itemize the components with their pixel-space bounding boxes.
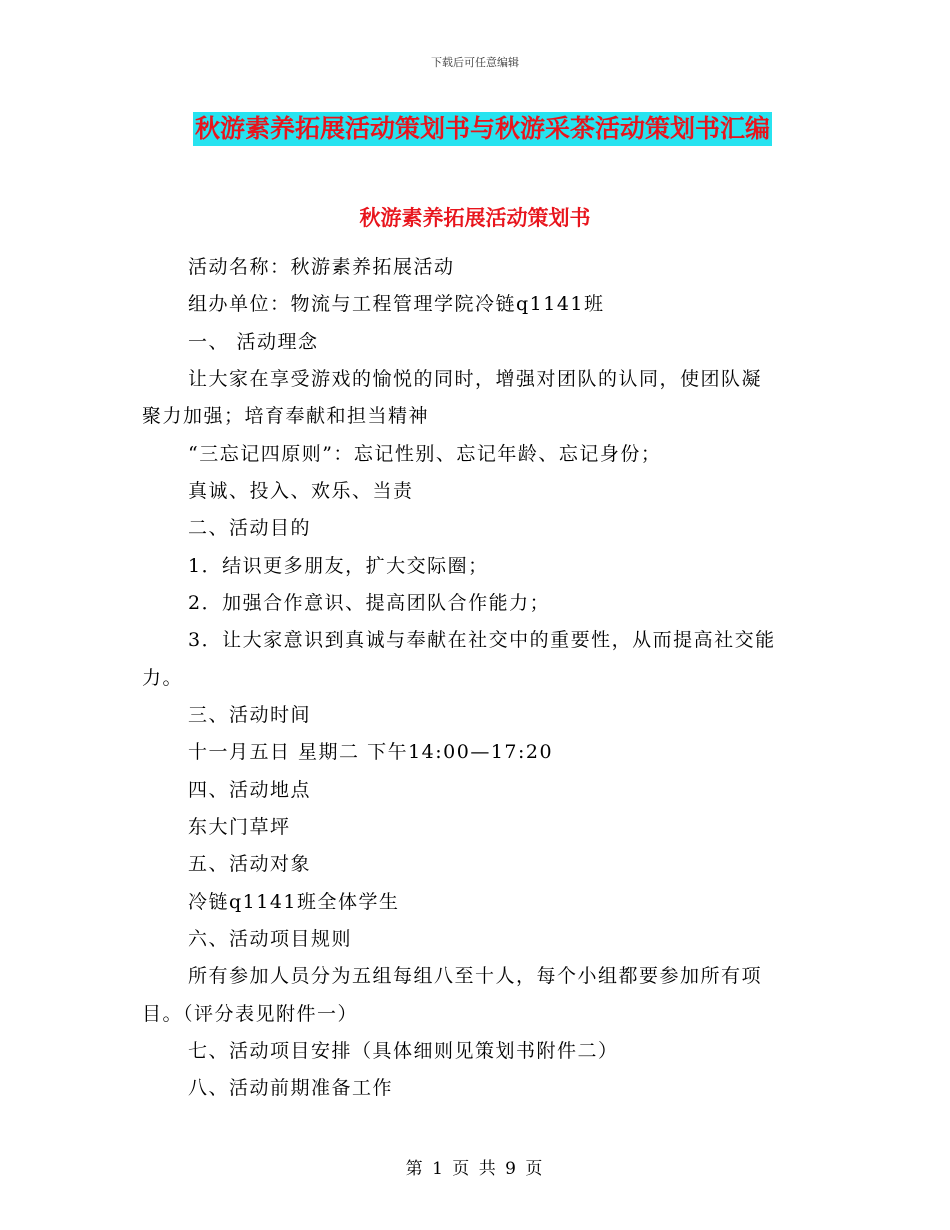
body-line: 组办单位：物流与工程管理学院冷链q1141班 xyxy=(188,293,605,315)
body-line: 真诚、投入、欢乐、当责 xyxy=(188,480,414,502)
page-footer: 第 1 页 共 9 页 xyxy=(405,1159,545,1179)
header-note: 下载后可任意编辑 xyxy=(431,56,519,69)
body-line: 二、活动目的 xyxy=(188,517,312,539)
body-line: 聚力加强；培育奉献和担当精神 xyxy=(142,405,430,427)
body-line: 力。 xyxy=(142,667,184,689)
body-line: 七、活动项目安排（具体细则见策划书附件二） xyxy=(188,1040,619,1062)
body-line: 五、活动对象 xyxy=(188,853,312,875)
body-line: 2．加强合作意识、提高团队合作能力； xyxy=(188,592,551,614)
document-title: 秋游素养拓展活动策划书与秋游采茶活动策划书汇编 xyxy=(193,112,772,146)
section-title: 秋游素养拓展活动策划书 xyxy=(359,205,591,230)
body-line: 八、活动前期准备工作 xyxy=(188,1077,394,1099)
body-line: 活动名称：秋游素养拓展活动 xyxy=(188,256,455,278)
body-line: 四、活动地点 xyxy=(188,779,312,801)
body-line: “三忘记四原则”：忘记性别、忘记年龄、忘记身份； xyxy=(188,443,662,465)
body-line: 冷链q1141班全体学生 xyxy=(188,891,400,913)
body-line: 3．让大家意识到真诚与奉献在社交中的重要性，从而提高社交能 xyxy=(188,629,776,651)
body-line: 三、活动时间 xyxy=(188,704,312,726)
body-line: 一、 活动理念 xyxy=(188,331,319,353)
body-line: 东大门草坪 xyxy=(188,816,291,838)
body-line: 所有参加人员分为五组每组八至十人，每个小组都要参加所有项 xyxy=(188,965,763,987)
body-line: 六、活动项目规则 xyxy=(188,928,353,950)
body-line: 十一月五日 星期二 下午14:00—17:20 xyxy=(188,741,554,763)
body-line: 1．结识更多朋友，扩大交际圈； xyxy=(188,555,489,577)
body-line: 目。（评分表见附件一） xyxy=(142,1003,359,1025)
body-line: 让大家在享受游戏的愉悦的同时，增强对团队的认同，使团队凝 xyxy=(188,368,763,390)
